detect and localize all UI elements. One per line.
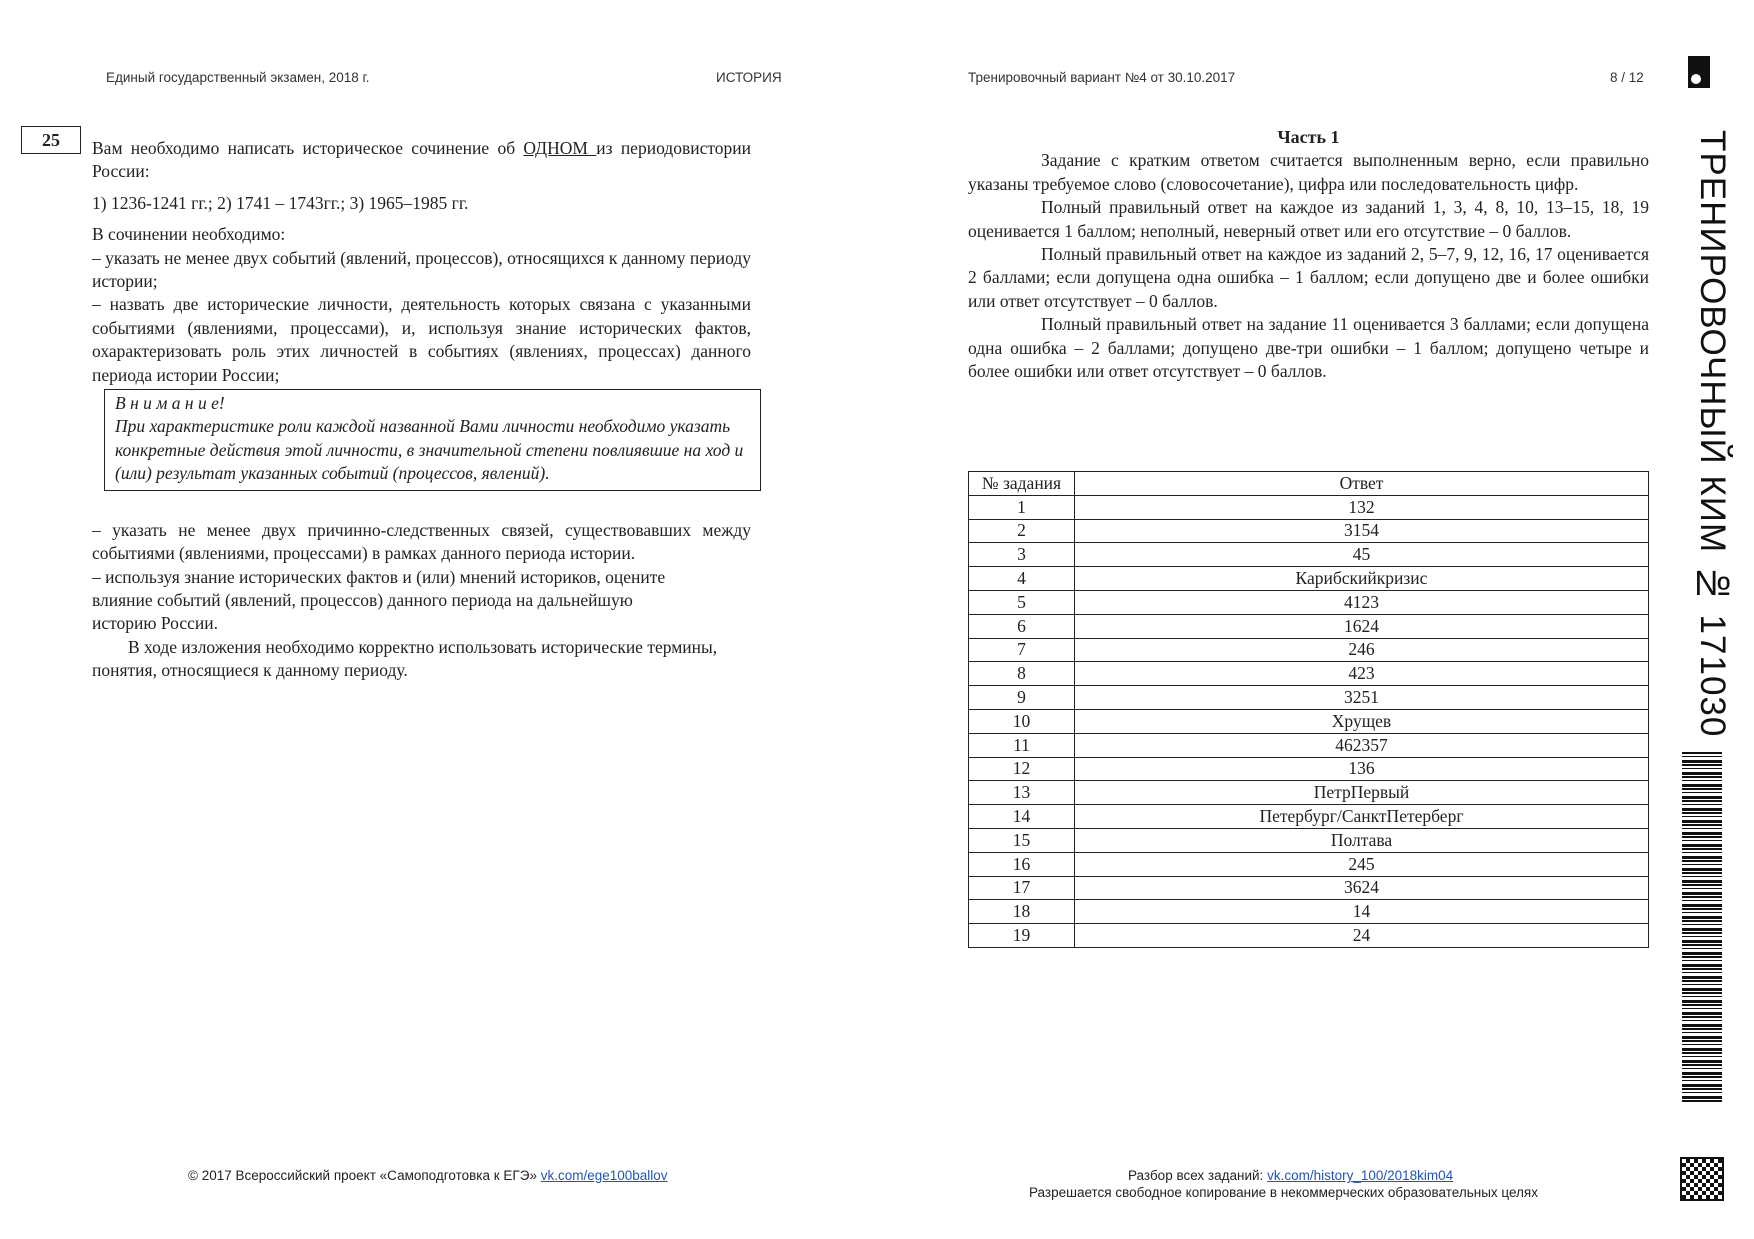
task-25	[92, 137, 751, 683]
table-row	[969, 757, 1649, 781]
table-row	[969, 662, 1649, 686]
logo-icon	[1688, 56, 1710, 88]
header-exam: Единый государственный экзамен, 2018 г.	[106, 70, 370, 85]
answer-cell: 24	[1075, 924, 1649, 948]
footer-analysis	[1128, 1168, 1453, 1183]
answer-cell: 45	[1075, 543, 1649, 567]
requirement-4: – используя знание исторических фактов и (или) мнений историков, оцените влияние событий (явлений, процессов) данного периода на дальнейшую историю России.	[92, 566, 666, 634]
instruction-2: Полный правильный ответ на каждое из заданий 1, 3, 4, 8, 10, 13–15, 18, 19 оценивается 1 баллом; неполный, неверный ответ или его отсутствие – 0 баллов.	[968, 197, 1649, 241]
periods: 1) 1236-1241 гг.; 2) 1741 – 1743гг.; 3) 1965–1985 гг.	[92, 192, 469, 213]
intro-text-2: из периодовистории России:	[92, 138, 752, 182]
task-number-cell: 8	[969, 662, 1075, 686]
side-title: ТРЕНИРОВОЧНЫЙ КИМ № 171030	[1693, 130, 1732, 738]
intro-text: Вам необходимо написать историческое сочинение об	[92, 138, 524, 158]
task-number-cell: 3	[969, 543, 1075, 567]
footer-license: Разрешается свободное копирование в некоммерческих образовательных целях	[1029, 1185, 1538, 1200]
qr-code	[1680, 1157, 1724, 1201]
part-1-instructions	[968, 126, 1649, 383]
answer-cell: 3251	[1075, 686, 1649, 710]
table-header-row	[969, 472, 1649, 496]
answers-table	[968, 471, 1649, 948]
task-number-cell: 11	[969, 733, 1075, 757]
analysis-text: Разбор всех заданий:	[1128, 1168, 1268, 1183]
header-task-number: № задания	[969, 472, 1075, 496]
task-intro	[92, 137, 751, 184]
answer-cell: 3154	[1075, 519, 1649, 543]
table-row	[969, 900, 1649, 924]
table-row	[969, 852, 1649, 876]
table-row	[969, 614, 1649, 638]
answer-cell: 245	[1075, 852, 1649, 876]
requirements-title: В сочинении необходимо:	[92, 224, 286, 245]
answer-cell: Хрущев	[1075, 709, 1649, 733]
answer-cell: ПетрПервый	[1075, 781, 1649, 805]
table-row	[969, 781, 1649, 805]
header-subject: ИСТОРИЯ	[716, 70, 782, 85]
table-row	[969, 686, 1649, 710]
task-number-cell: 19	[969, 924, 1075, 948]
task-number-cell: 9	[969, 686, 1075, 710]
closing-text: В ходе изложения необходимо корректно использовать исторические термины, понятия, относящиеся к данному периоду.	[92, 636, 718, 681]
table-row	[969, 924, 1649, 948]
task-number-cell: 15	[969, 828, 1075, 852]
table-row	[969, 805, 1649, 829]
answer-cell: Полтава	[1075, 828, 1649, 852]
page-number: 8 / 12	[1610, 70, 1644, 85]
task-number: 25	[21, 126, 81, 154]
table-row	[969, 543, 1649, 567]
header-answer: Ответ	[1075, 472, 1649, 496]
table-row	[969, 638, 1649, 662]
copyright-link[interactable]: vk.com/ege100ballov	[540, 1168, 668, 1183]
answer-cell: 4123	[1075, 590, 1649, 614]
answer-cell: 132	[1075, 495, 1649, 519]
task-number-cell: 14	[969, 805, 1075, 829]
table-row	[969, 519, 1649, 543]
table-row	[969, 876, 1649, 900]
task-number-cell: 10	[969, 709, 1075, 733]
requirement-3: – указать не менее двух причинно-следственных связей, существовавших между событиями (явлениями, процессами) в рамках данного периода истории.	[92, 519, 751, 564]
barcode	[1682, 752, 1722, 1102]
task-number-cell: 16	[969, 852, 1075, 876]
answer-cell: 462357	[1075, 733, 1649, 757]
answer-cell: 1624	[1075, 614, 1649, 638]
task-number-cell: 17	[969, 876, 1075, 900]
task-number-cell: 12	[969, 757, 1075, 781]
table-row	[969, 828, 1649, 852]
instruction-1: Задание с кратким ответом считается выполненным верно, если правильно указаны требуемое слово (словосочетание), цифра или последовательность цифр.	[968, 150, 1649, 194]
task-number-cell: 7	[969, 638, 1075, 662]
task-number-cell: 18	[969, 900, 1075, 924]
task-number-cell: 6	[969, 614, 1075, 638]
task-number-cell: 2	[969, 519, 1075, 543]
task-number-cell: 5	[969, 590, 1075, 614]
table-row	[969, 567, 1649, 591]
answer-cell: Петербург/СанктПетерберг	[1075, 805, 1649, 829]
part-title: Часть 1	[1277, 127, 1340, 147]
footer-copyright	[188, 1168, 668, 1183]
analysis-link[interactable]: vk.com/history_100/2018kim04	[1267, 1168, 1454, 1183]
requirement-1: – указать не менее двух событий (явлений, процессов), относящихся к данному периоду истории;	[92, 247, 751, 292]
attention-title: В н и м а н и е!	[115, 393, 225, 414]
table-row	[969, 709, 1649, 733]
answer-cell: 136	[1075, 757, 1649, 781]
requirement-2: – назвать две исторические личности, деятельность которых связана с указанными событиями (явлениями, процессами), и, используя знание исторических фактов, охарактеризовать роль этих личностей в событиях (явлениях, процессах) данного периода истории России;	[92, 294, 751, 385]
attention-text: При характеристике роли каждой названной Вами личности необходимо указать конкретные действия этой личности, в значительной степени повлиявшие на ход и (или) результат указанных событий (процессов, явлений).	[115, 416, 744, 484]
answer-cell: 14	[1075, 900, 1649, 924]
header-variant: Тренировочный вариант №4 от 30.10.2017	[968, 70, 1236, 85]
task-number-cell: 1	[969, 495, 1075, 519]
instruction-4: Полный правильный ответ на задание 11 оценивается 3 баллами; если допущена одна ошибка – 2 баллами; допущено две-три ошибки – 1 баллом; допущено четыре и более ошибки или ответ отсутствует – 0 баллов.	[968, 314, 1649, 382]
instruction-3: Полный правильный ответ на каждое из заданий 2, 5–7, 9, 12, 16, 17 оценивается 2 баллами; если допущена одна ошибка – 1 баллом; если допущено две и более ошибки или ответ отсутствует – 0 баллов.	[968, 244, 1649, 311]
copyright-text: © 2017 Всероссийский проект «Самоподготовка к ЕГЭ»	[188, 1168, 541, 1183]
attention-box	[104, 389, 761, 491]
answer-cell: 3624	[1075, 876, 1649, 900]
answer-cell: Карибскийкризис	[1075, 567, 1649, 591]
intro-emphasis: ОДНОМ	[523, 138, 597, 158]
task-number-cell: 4	[969, 567, 1075, 591]
table-row	[969, 590, 1649, 614]
task-number-cell: 13	[969, 781, 1075, 805]
table-row	[969, 495, 1649, 519]
answer-cell: 246	[1075, 638, 1649, 662]
table-row	[969, 733, 1649, 757]
answer-cell: 423	[1075, 662, 1649, 686]
